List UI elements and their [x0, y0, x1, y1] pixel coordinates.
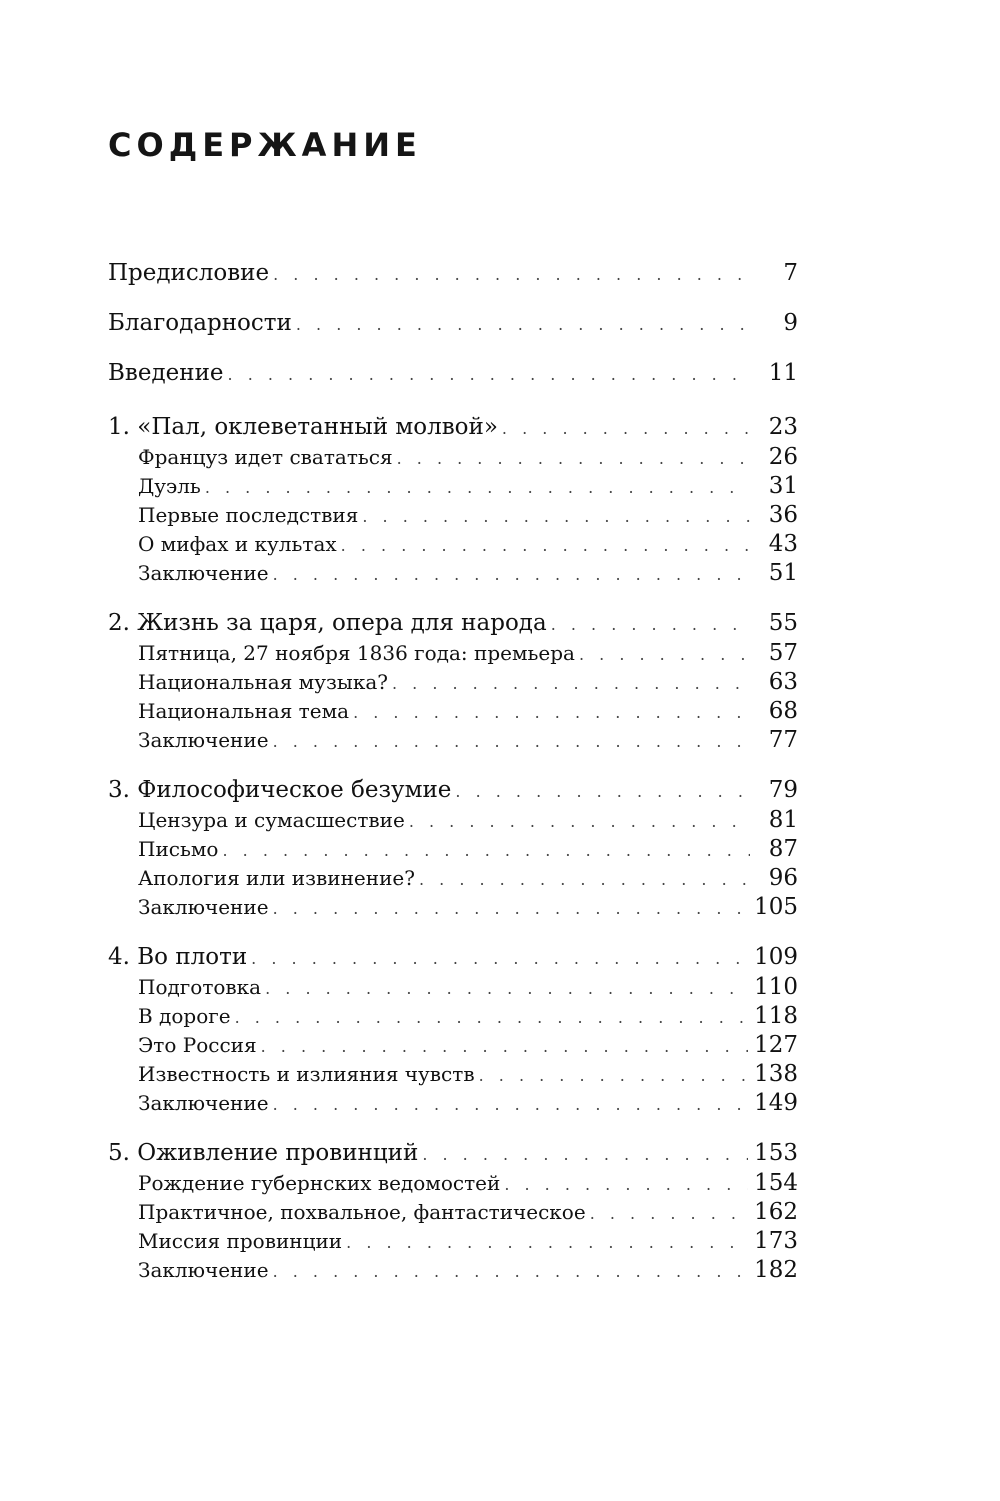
dot-leader	[397, 447, 750, 467]
toc-section-entry[interactable]	[108, 1201, 798, 1230]
toc-page-number: 79	[768, 777, 798, 803]
toc-page-number: 173	[754, 1228, 798, 1254]
toc-page-number: 51	[768, 560, 798, 586]
toc-page-number: 11	[768, 360, 798, 386]
toc-page-number: 109	[754, 944, 798, 970]
toc-entry-label: Апология или извинение?	[138, 866, 415, 890]
toc-page-number: 118	[754, 1003, 798, 1029]
toc-section-entry[interactable]	[108, 1005, 798, 1034]
toc-page-number: 9	[783, 310, 798, 336]
toc-entry-label: Заключение	[138, 895, 269, 919]
dot-leader	[353, 701, 750, 721]
dot-leader	[504, 1173, 748, 1193]
toc-entry-label: Француз идет свататься	[138, 445, 393, 469]
toc-page-number: 36	[768, 502, 798, 528]
dot-leader	[419, 868, 750, 888]
toc-section-entry[interactable]	[108, 562, 798, 591]
toc-page-number: 110	[754, 974, 798, 1000]
toc-section-entry[interactable]	[108, 504, 798, 533]
dot-leader	[273, 563, 750, 583]
dot-leader	[551, 612, 750, 635]
dot-leader	[392, 672, 750, 692]
toc-page-number: 77	[768, 727, 798, 753]
toc-page-number: 31	[768, 473, 798, 499]
toc-entry-label: Национальная музыка?	[138, 670, 388, 694]
toc-entry-label: Заключение	[138, 1258, 269, 1282]
toc-entry-label: Заключение	[138, 1091, 269, 1115]
dot-leader	[251, 946, 748, 969]
dot-leader	[590, 1202, 748, 1222]
dot-leader	[261, 1035, 748, 1055]
toc-page-number: 43	[768, 531, 798, 557]
toc-page-number: 7	[783, 260, 798, 286]
dot-leader	[273, 262, 750, 285]
toc-page-number: 81	[768, 807, 798, 833]
toc-chapter-entry[interactable]	[108, 416, 798, 446]
toc-entry-label: Благодарности	[108, 310, 292, 336]
toc-section-entry[interactable]	[108, 642, 798, 671]
toc-section-entry[interactable]	[108, 1172, 798, 1201]
toc-entry-label: Первые последствия	[138, 503, 359, 527]
toc-entry-label: Миссия провинции	[138, 1229, 343, 1253]
toc-chapter-entry[interactable]	[108, 946, 798, 976]
toc-section-entry[interactable]	[108, 1092, 798, 1121]
toc-page-number: 105	[754, 894, 798, 920]
toc-section-entry[interactable]	[108, 867, 798, 896]
dot-leader	[296, 312, 750, 335]
toc-section-entry[interactable]	[108, 809, 798, 838]
chapter-3	[108, 779, 798, 925]
toc-entry-label: Дуэль	[138, 474, 201, 498]
toc-section-entry[interactable]	[108, 1063, 798, 1092]
dot-leader	[579, 643, 750, 663]
toc-page-number: 96	[768, 865, 798, 891]
toc-section-entry[interactable]	[108, 729, 798, 758]
toc-entry-label: Введение	[108, 360, 224, 386]
dot-leader	[222, 839, 750, 859]
toc-page-number: 63	[768, 669, 798, 695]
toc-section-entry[interactable]	[108, 1034, 798, 1063]
toc-section-entry[interactable]	[108, 1230, 798, 1259]
table-of-contents	[108, 262, 798, 1288]
toc-entry-label: 5. Оживление провинций	[108, 1140, 419, 1166]
toc-entry-label: В дороге	[138, 1004, 231, 1028]
toc-page-number: 23	[768, 414, 798, 440]
front-matter	[108, 262, 798, 412]
dot-leader	[205, 476, 750, 496]
toc-entry-acknowledgements[interactable]	[108, 312, 798, 362]
toc-section-entry[interactable]	[108, 446, 798, 475]
toc-entry-label: 1. «Пал, оклеветанный молвой»	[108, 414, 498, 440]
toc-page-number: 26	[768, 444, 798, 470]
dot-leader	[265, 977, 748, 997]
toc-entry-label: 2. Жизнь за царя, опера для народа	[108, 610, 547, 636]
toc-entry-label: 3. Философическое безумие	[108, 777, 452, 803]
toc-section-entry[interactable]	[108, 896, 798, 925]
dot-leader	[362, 505, 750, 525]
chapter-1	[108, 416, 798, 591]
toc-section-entry[interactable]	[108, 976, 798, 1005]
toc-entry-label: Это Россия	[138, 1033, 257, 1057]
toc-page-number: 182	[754, 1257, 798, 1283]
toc-entry-label: Национальная тема	[138, 699, 350, 723]
toc-entry-label: О мифах и культах	[138, 532, 337, 556]
toc-entry-label: Предисловие	[108, 260, 270, 286]
toc-entry-label: Известность и излияния чувств	[138, 1062, 475, 1086]
dot-leader	[502, 416, 750, 439]
dot-leader	[455, 779, 750, 802]
chapter-5	[108, 1142, 798, 1288]
dot-leader	[273, 897, 749, 917]
toc-page-number: 162	[754, 1199, 798, 1225]
toc-chapter-entry[interactable]	[108, 1142, 798, 1172]
toc-section-entry[interactable]	[108, 700, 798, 729]
toc-entry-preface[interactable]	[108, 262, 798, 312]
toc-page-number: 68	[768, 698, 798, 724]
dot-leader	[422, 1142, 748, 1165]
chapter-4	[108, 946, 798, 1121]
toc-entry-label: 4. Во плоти	[108, 944, 248, 970]
toc-chapter-entry[interactable]	[108, 612, 798, 642]
toc-page-number: 153	[754, 1140, 798, 1166]
page-title: СОДЕРЖАНИЕ	[108, 126, 422, 164]
dot-leader	[479, 1064, 749, 1084]
toc-page-number: 138	[754, 1061, 798, 1087]
dot-leader	[346, 1231, 748, 1251]
toc-page-number: 149	[754, 1090, 798, 1116]
dot-leader	[235, 1006, 749, 1026]
toc-entry-label: Подготовка	[138, 975, 262, 999]
toc-entry-label: Заключение	[138, 728, 269, 752]
toc-entry-label: Пятница, 27 ноября 1836 года: премьера	[138, 641, 575, 665]
toc-section-entry[interactable]	[108, 533, 798, 562]
toc-entry-label: Рождение губернских ведомостей	[138, 1171, 501, 1195]
toc-page-number: 57	[768, 640, 798, 666]
toc-entry-label: Письмо	[138, 837, 219, 861]
dot-leader	[273, 1093, 749, 1113]
toc-page-number: 87	[768, 836, 798, 862]
toc-page-number: 55	[768, 610, 798, 636]
toc-chapter-entry[interactable]	[108, 779, 798, 809]
toc-section-entry[interactable]	[108, 475, 798, 504]
toc-entry-label: Практичное, похвальное, фантастическое	[138, 1200, 586, 1224]
toc-entry-label: Заключение	[138, 561, 269, 585]
chapter-2	[108, 612, 798, 758]
toc-section-entry[interactable]	[108, 671, 798, 700]
toc-page-number: 154	[754, 1170, 798, 1196]
dot-leader	[228, 362, 750, 385]
toc-entry-introduction[interactable]	[108, 362, 798, 412]
dot-leader	[273, 730, 750, 750]
dot-leader	[341, 534, 750, 554]
dot-leader	[273, 1260, 749, 1280]
dot-leader	[409, 810, 750, 830]
toc-section-entry[interactable]	[108, 1259, 798, 1288]
toc-page-number: 127	[754, 1032, 798, 1058]
toc-section-entry[interactable]	[108, 838, 798, 867]
toc-entry-label: Цензура и сумасшествие	[138, 808, 405, 832]
